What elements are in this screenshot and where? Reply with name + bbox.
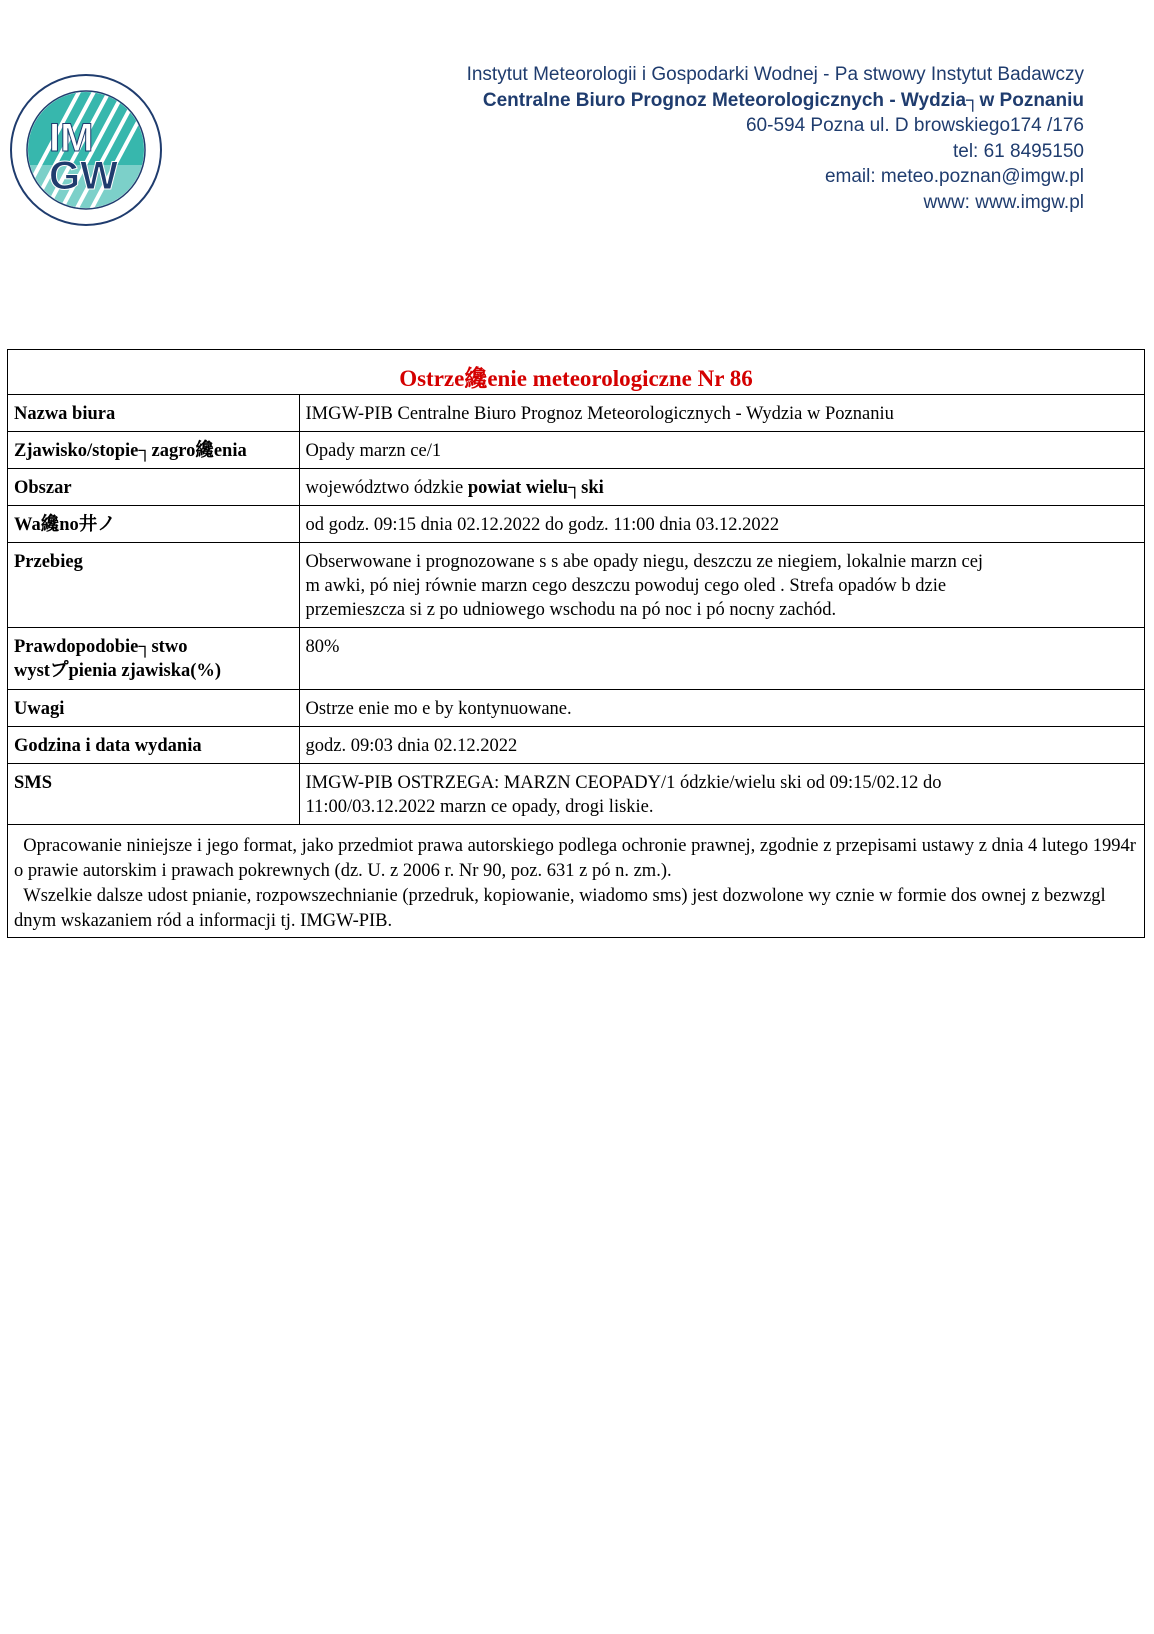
- row-value: godz. 09:03 dnia 02.12.2022: [299, 727, 1144, 764]
- warning-document: [7, 349, 1145, 938]
- sms-line: 11:00/03.12.2022 marzn ce opady, drogi liskie.: [305, 797, 654, 817]
- table-row: [8, 469, 1144, 506]
- row-label: Przebieg: [8, 543, 299, 628]
- district-text: powiat wielu┐ski: [467, 478, 604, 498]
- warning-title: Ostrze纔enie meteorologiczne Nr 86: [8, 350, 1144, 395]
- row-value: Opady marzn ce/1: [299, 432, 1144, 469]
- table-row: [8, 395, 1144, 432]
- table-row: [8, 727, 1144, 764]
- row-label: Uwagi: [8, 690, 299, 727]
- copyright-text: Opracowanie niniejsze i jego format, jako przedmiot prawa autorskiego podlega ochronie prawnej, zgodnie z przepisami ustawy z dnia 4 lutego 1994r o prawie autorskim i prawach pokrewnych (dz. U. z 2006 r. Nr 90, poz. 631 z pó n. zm.).: [14, 836, 1136, 881]
- course-line: Obserwowane i prognozowane s s abe opady niegu, deszczu ze niegiem, lokalnie marzn cej: [305, 552, 984, 572]
- label-line: Prawdopodobie┐stwo: [14, 637, 188, 657]
- website: www: www.imgw.pl: [923, 191, 1084, 213]
- course-line: m awki, pó niej równie marzn cego deszczu powoduj cego oled . Strefa opadów b dzie: [305, 576, 947, 596]
- table-row: [8, 628, 1144, 690]
- logo-text-gw: GW: [49, 154, 118, 198]
- row-label: SMS: [8, 764, 299, 825]
- sms-line: IMGW-PIB OSTRZEGA: MARZN CEOPADY/1 ódzkie/wielu ski od 09:15/02.12 do: [305, 773, 942, 793]
- row-value: od godz. 09:15 dnia 02.12.2022 do godz. 11:00 dnia 03.12.2022: [299, 506, 1144, 543]
- row-label: Godzina i data wydania: [8, 727, 299, 764]
- region-text: województwo ódzkie: [305, 478, 464, 498]
- row-value: [299, 469, 1144, 506]
- table-row: [8, 432, 1144, 469]
- row-value: [299, 543, 1144, 628]
- row-label: Zjawisko/stopie┐zagro纔enia: [8, 432, 299, 469]
- row-label: Obszar: [8, 469, 299, 506]
- row-value: IMGW-PIB Centralne Biuro Prognoz Meteorologicznych - Wydzia w Poznaniu: [305, 404, 894, 424]
- table-row: [8, 506, 1144, 543]
- row-value: Ostrze enie mo e by kontynuowane.: [299, 690, 1144, 727]
- course-line: przemieszcza si z po udniowego wschodu na pó noc i pó nocny zachód.: [305, 600, 837, 620]
- row-label: Nazwa biura: [8, 395, 299, 432]
- usage-paragraph: [14, 884, 1138, 934]
- usage-text: Wszelkie dalsze udost pnianie, rozpowszechnianie (przedruk, kopiowanie, wiadomo sms) jest dozwolone wy cznie w formie dos ownej z bezwzgl dnym wskazaniem ród a informacji tj. IMGW-PIB.: [14, 886, 1106, 931]
- email: email: meteo.poznan@imgw.pl: [824, 166, 1084, 187]
- table-row: [8, 764, 1144, 825]
- imgw-logo: [9, 73, 163, 227]
- phone: tel: 61 8495150: [952, 140, 1084, 162]
- row-value: 80%: [299, 628, 1144, 690]
- department-name: Centralne Biuro Prognoz Meteorologicznych - Wydzia┐w Poznaniu: [482, 89, 1084, 111]
- institute-name: Instytut Meteorologii i Gospodarki Wodnej - Pa stwowy Instytut Badawczy: [466, 64, 1084, 85]
- logo-text-im: IM: [49, 116, 94, 160]
- row-label: Wa纔no井ノ: [8, 506, 299, 543]
- row-value: [299, 764, 1144, 825]
- table-row: [8, 543, 1144, 628]
- institute-header: [467, 62, 1084, 215]
- copyright-notice: [8, 824, 1144, 937]
- address: 60-594 Pozna ul. D browskiego174 /176: [745, 115, 1084, 136]
- label-line: wystプpienia zjawiska(%): [14, 661, 222, 681]
- warning-table: [8, 395, 1144, 824]
- table-row: [8, 690, 1144, 727]
- copyright-paragraph: [14, 834, 1138, 884]
- row-label: [8, 628, 299, 690]
